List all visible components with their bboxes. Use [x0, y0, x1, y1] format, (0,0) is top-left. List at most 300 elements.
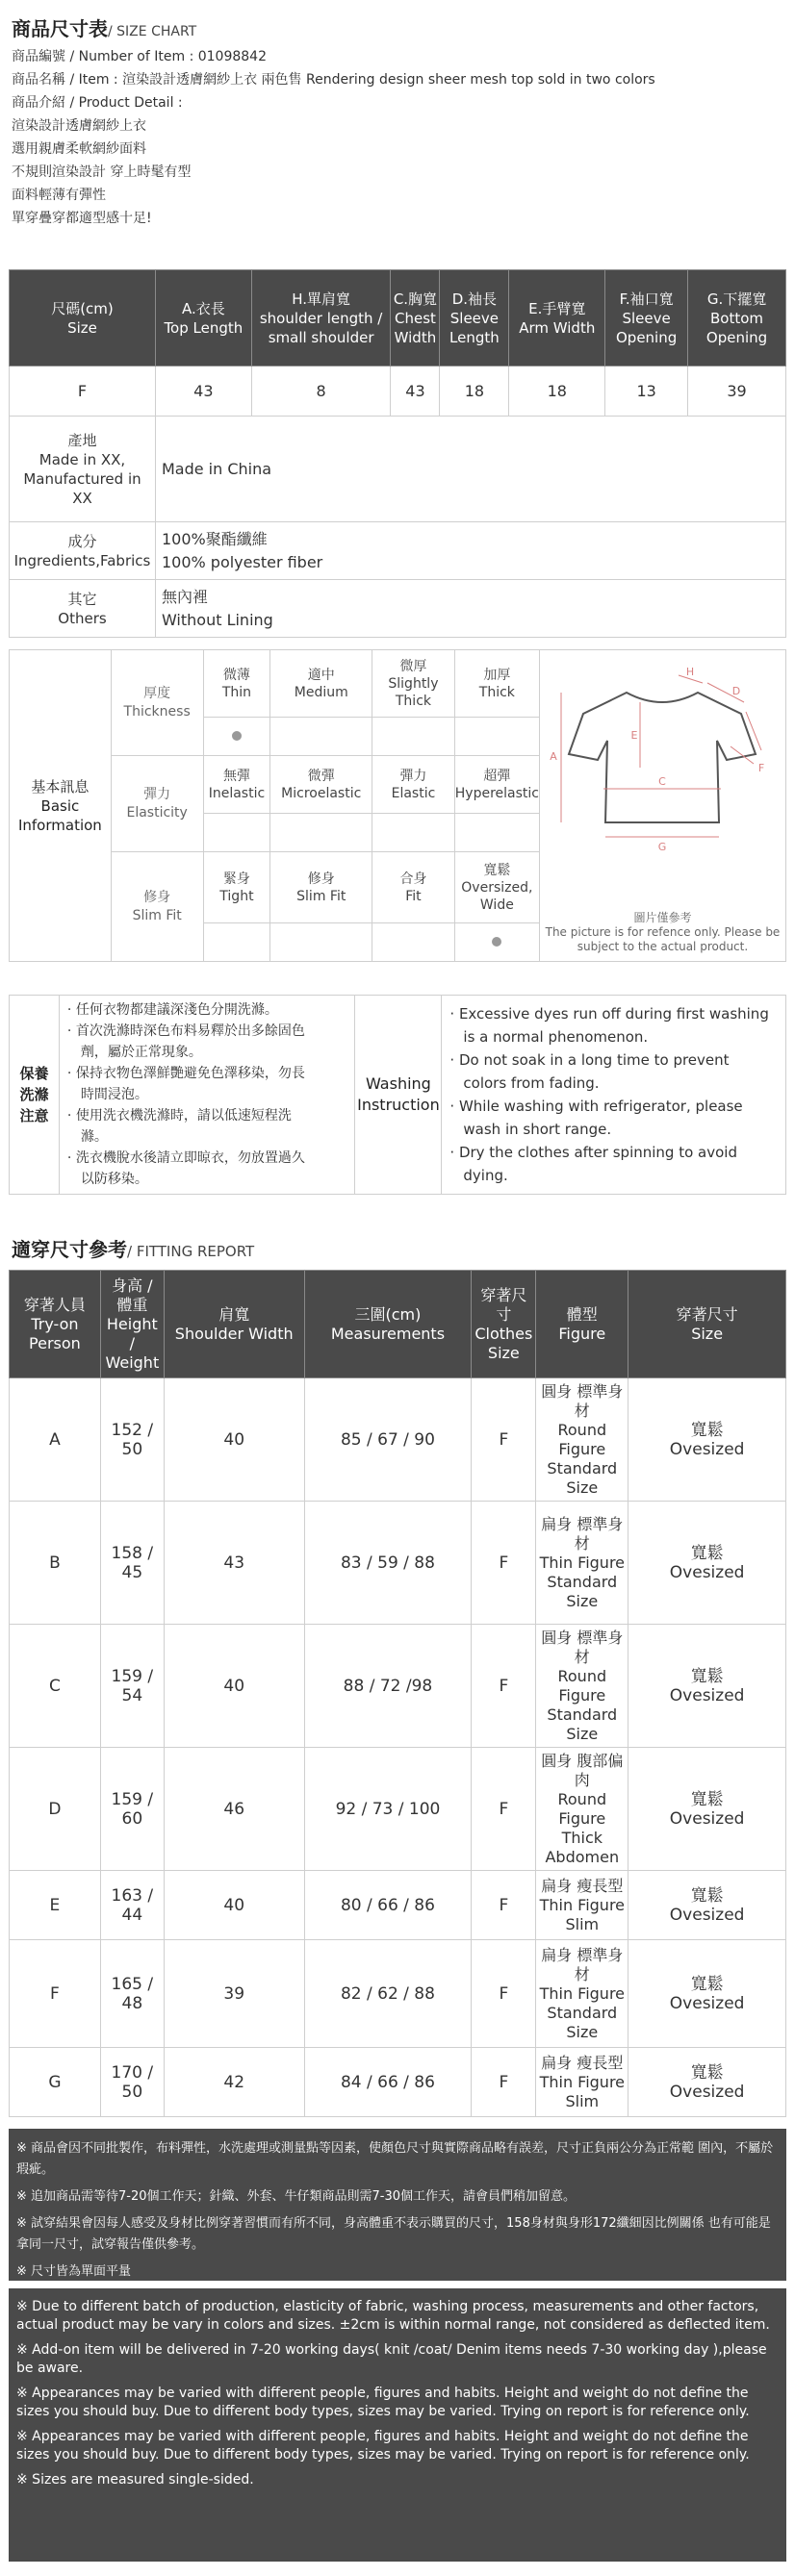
fabric-row: [10, 522, 786, 580]
text-line: 無彈: [222, 768, 250, 784]
text-line: 50: [121, 2082, 143, 2102]
size-column-header: [688, 270, 786, 366]
text-line: wash in short range.: [463, 1121, 612, 1138]
size-column-header: [155, 270, 251, 366]
fitting-cell-height-weight: [100, 1502, 164, 1625]
fitting-cell-height-weight: [100, 1625, 164, 1748]
fabric-value: [155, 522, 785, 580]
elasticity-mark: [454, 814, 539, 852]
item-name: 商品名稱 / Item : 渲染設計透膚網紗上衣 兩色售 Rendering design sheer mesh top sold in two colors: [12, 72, 655, 88]
text-line: · Excessive dyes run off during first washing: [449, 1005, 769, 1023]
fitting-cell-clothes-size: F: [472, 2048, 536, 2117]
fabric-label: [10, 522, 156, 580]
text-line: Basic: [40, 796, 80, 815]
text-line: Tight: [219, 888, 254, 904]
text-line: Chest: [394, 309, 436, 327]
text-line: Thin Figure: [539, 1983, 626, 2003]
fitting-cell-figure: [536, 1871, 628, 1940]
text-line: 60: [121, 1808, 143, 1829]
text-line: 肩寬: [218, 1304, 250, 1324]
text-line: Thick: [478, 684, 515, 700]
fit-option: [203, 852, 270, 923]
thickness-option: [270, 650, 372, 718]
text-line: Medium: [294, 684, 348, 700]
text-line: 尺碼(cm): [51, 299, 114, 317]
diagram-letter-g: G: [658, 841, 667, 853]
note-item-en: ※ Appearances may be varied with different people, figures and habits. Height and weight do not define the sizes you should buy. Due to different body types, sizes may be varied. Trying on report is for reference only.: [16, 2429, 750, 2462]
text-line: Bottom: [710, 309, 764, 327]
text-line: 注意: [19, 1107, 49, 1124]
text-line: Standard: [547, 2003, 618, 2022]
text-line: Ovesized: [669, 1439, 745, 1459]
size-cell: 18: [509, 366, 605, 417]
fitting-cell-clothes-size: F: [472, 1378, 536, 1502]
note-item-zh: ※ 商品會因不同批製作，布料彈性，水洗處理或測量點等因素，使顏色尺寸與實際商品略有誤差，尺寸正負兩公分為正常範 圍內，不屬於瑕疵。: [16, 2141, 774, 2177]
text-line: Instruction: [357, 1096, 440, 1114]
text-line: Hyperelastic: [454, 785, 539, 801]
fit-option: [372, 852, 455, 923]
text-line: Thin: [221, 684, 252, 700]
text-line: · 任何衣物都建議深淺色分開洗滌。: [66, 1002, 278, 1018]
text-line: 材: [574, 1647, 590, 1666]
text-line: Figure: [558, 1439, 606, 1458]
fitting-cell-shoulder-width: 46: [164, 1748, 304, 1871]
fitting-cell-shoulder-width: 39: [164, 1940, 304, 2048]
thickness-option: [454, 650, 539, 718]
elasticity-mark: [372, 814, 455, 852]
text-line: Ovesized: [669, 2082, 745, 2102]
text-line: Size: [566, 1477, 599, 1497]
size-chart-title: [12, 13, 782, 41]
note-item-zh: ※ 試穿結果會因每人感受及身材比例穿著習慣而有所不同，身高體重不表示購買的尺寸，158身材與身形172纖細因比例關係 也有可能是拿同一尺寸，試穿報告僅供參考。: [16, 2216, 771, 2252]
fitting-cell-wear-size: [628, 1748, 786, 1871]
text-line: 肉: [574, 1770, 590, 1789]
text-line: 材: [574, 1533, 590, 1553]
text-line: 寬鬆: [690, 1974, 724, 1994]
fit-option: [270, 852, 372, 923]
fitting-cell-figure: [536, 1625, 628, 1748]
washing-table: [9, 995, 786, 1195]
text-line: Standard: [547, 1572, 618, 1591]
fitting-cell-wear-size: [628, 1940, 786, 2048]
text-line: · Dry the clothes after spinning to avoid: [449, 1144, 737, 1161]
washing-instructions-en: [442, 996, 786, 1195]
text-line: 體重: [116, 1295, 148, 1314]
text-line: 緊身: [222, 871, 250, 887]
origin-label: [10, 417, 156, 522]
washing-item-zh: [67, 1063, 347, 1105]
table-row: [10, 1502, 786, 1625]
text-line: Slightly: [388, 675, 439, 692]
title-zh: 商品尺寸表: [12, 17, 108, 40]
text-line: F.袖口寬: [619, 290, 674, 308]
text-line: 三圍(cm): [354, 1304, 422, 1324]
fit-mark: [372, 923, 455, 962]
text-line: 身高 /: [112, 1275, 153, 1295]
washing-item-zh: [67, 1105, 347, 1148]
text-line: Slim: [565, 1914, 600, 1933]
text-line: 滌。: [80, 1129, 108, 1145]
size-cell: 18: [440, 366, 509, 417]
text-line: Size: [67, 318, 97, 337]
fitting-cell-measurements: 80 / 66 / 86: [304, 1871, 472, 1940]
text-line: 保養: [19, 1065, 49, 1082]
text-line: Try-on: [31, 1314, 79, 1333]
thickness-mark: [203, 718, 270, 756]
fitting-cell-person: F: [10, 1940, 101, 2048]
title-en: / SIZE CHART: [108, 24, 197, 39]
text-line: Thin Figure: [539, 2072, 626, 2091]
product-detail-label: 商品介紹 / Product Detail :: [12, 95, 183, 111]
size-table: [9, 269, 786, 638]
fitting-cell-measurements: 92 / 73 / 100: [304, 1748, 472, 1871]
text-line: Top Length: [164, 318, 244, 337]
text-line: Microelastic: [281, 785, 362, 801]
text-line: 微彈: [307, 768, 335, 784]
text-line: XX: [72, 489, 92, 507]
text-line: 扁身 瘦長型: [541, 2053, 624, 2072]
text-line: is a normal phenomenon.: [463, 1028, 649, 1046]
text-line: Manufactured in: [23, 469, 141, 488]
text-line: Sleeve: [622, 309, 671, 327]
diagram-letter-d: D: [732, 685, 741, 697]
text-line: Information: [17, 816, 102, 834]
table-row: [10, 2048, 786, 2117]
text-line: Standard: [547, 1705, 618, 1724]
text-line: shoulder length /: [259, 309, 383, 327]
text-line: Round: [557, 1789, 607, 1808]
fitting-cell-person: E: [10, 1871, 101, 1940]
text-line: 寬鬆: [690, 1420, 724, 1440]
text-line: /: [129, 1333, 136, 1352]
text-line: G.下擺寬: [706, 290, 767, 308]
text-line: Size: [566, 1591, 599, 1610]
text-line: 基本訊息: [31, 777, 90, 796]
text-line: The picture is for refence only. Please be: [545, 925, 781, 939]
product-detail-lines: [12, 114, 782, 230]
thickness-mark: [454, 718, 539, 756]
text-line: Thickness: [123, 703, 191, 720]
washing-item-zh: [67, 1021, 347, 1063]
fitting-table: [9, 1270, 786, 2117]
note-item-en: ※ Due to different batch of production, elasticity of fabric, washing process, measurements and other factors, actual product may be vary in colors and sizes. ±2cm is within normal range, not considered as deflected item.: [16, 2299, 770, 2333]
text-line: Abdomen: [545, 1847, 620, 1866]
text-line: 扁身 標準身: [541, 1945, 624, 1964]
text-line: 50: [121, 1439, 143, 1459]
text-line: Weight: [105, 1352, 160, 1372]
text-line: Fit: [405, 888, 422, 904]
fitting-cell-figure: [536, 1748, 628, 1871]
text-line: 寸: [496, 1304, 512, 1324]
text-line: Size: [566, 1724, 599, 1743]
fitting-cell-clothes-size: F: [472, 1502, 536, 1625]
fitting-cell-wear-size: [628, 1378, 786, 1502]
text-line: 寬鬆: [690, 1789, 724, 1809]
fitting-cell-height-weight: [100, 2048, 164, 2117]
fitting-cell-shoulder-width: 40: [164, 1625, 304, 1748]
text-line: Size: [566, 2022, 599, 2041]
text-line: dying.: [463, 1167, 508, 1184]
text-line: 170 /: [111, 2062, 154, 2083]
text-line: Ovesized: [669, 1562, 745, 1582]
other-value: [155, 580, 785, 638]
text-line: Wide: [479, 897, 514, 913]
elasticity-mark: [203, 814, 270, 852]
text-line: Length: [449, 328, 500, 346]
fitting-cell-clothes-size: F: [472, 1940, 536, 2048]
product-detail-line: 單穿疊穿都適型感十足!: [12, 211, 152, 226]
text-line: A.衣長: [181, 299, 225, 317]
size-cell: 39: [688, 366, 786, 417]
text-line: 寬鬆: [690, 2062, 724, 2083]
size-cell: 13: [605, 366, 688, 417]
fitting-cell-clothes-size: F: [472, 1871, 536, 1940]
fitting-cell-person: D: [10, 1748, 101, 1871]
text-line: Standard: [547, 1458, 618, 1477]
text-line: Width: [394, 328, 437, 346]
fitting-cell-shoulder-width: 43: [164, 1502, 304, 1625]
text-line: Ovesized: [669, 1685, 745, 1705]
text-line: Thin Figure: [539, 1553, 626, 1572]
elasticity-option: [203, 756, 270, 814]
fitting-cell-person: B: [10, 1502, 101, 1625]
fitting-cell-measurements: 82 / 62 / 88: [304, 1940, 472, 2048]
washing-item-zh: [67, 1148, 347, 1190]
text-line: 扁身 標準身: [541, 1514, 624, 1533]
fit-label: [111, 852, 203, 962]
size-cell: 43: [391, 366, 440, 417]
size-column-header: [509, 270, 605, 366]
fitting-cell-shoulder-width: 40: [164, 1871, 304, 1940]
fitting-column-header: [304, 1271, 472, 1378]
text-line: 體型: [566, 1304, 598, 1324]
fitting-cell-measurements: 84 / 66 / 86: [304, 2048, 472, 2117]
size-column-header: [10, 270, 156, 366]
text-line: Opening: [705, 328, 768, 346]
text-line: Slim Fit: [296, 888, 346, 904]
text-line: Ovesized: [669, 1993, 745, 2013]
text-line: 劑，屬於正常現象。: [80, 1045, 202, 1060]
fitting-title-en: / FITTING REPORT: [127, 1243, 255, 1260]
text-line: Ovesized: [669, 1808, 745, 1829]
elasticity-option: [372, 756, 455, 814]
fitting-column-header: [536, 1271, 628, 1378]
text-line: 寬鬆: [690, 1543, 724, 1563]
product-detail-line: 不規則渲染設計 穿上時髦有型: [12, 164, 192, 180]
text-line: Ingredients,Fabrics: [13, 551, 151, 569]
size-table-row: [10, 366, 786, 417]
size-column-header: [605, 270, 688, 366]
fitting-cell-wear-size: [628, 2048, 786, 2117]
basic-info-table: [9, 649, 786, 962]
notes-en: [9, 2288, 786, 2562]
text-line: 無內裡: [161, 587, 208, 606]
fitting-cell-measurements: 85 / 67 / 90: [304, 1378, 472, 1502]
product-detail-line: 選用親膚柔軟網紗面料: [12, 141, 146, 157]
table-row: [10, 1748, 786, 1871]
text-line: 彈力: [399, 768, 427, 784]
fit-mark: [203, 923, 270, 962]
fitting-column-header: [472, 1271, 536, 1378]
text-line: 159 /: [111, 1666, 154, 1686]
fitting-cell-measurements: 88 / 72 /98: [304, 1625, 472, 1748]
note-item-en: ※ Sizes are measured single-sided.: [16, 2472, 254, 2488]
text-line: Round: [557, 1420, 607, 1439]
text-line: 合身: [399, 871, 427, 887]
washing-label-en: [355, 996, 442, 1195]
text-line: 材: [574, 1964, 590, 1983]
size-column-header: [440, 270, 509, 366]
text-line: 圓身 標準身: [541, 1628, 624, 1647]
washing-item-en: [449, 1141, 778, 1187]
thickness-mark: [270, 718, 372, 756]
note-item-zh: ※ 追加商品需等待7-20個工作天；針織、外套、牛仔類商品則需7-30個工作天，請會員們稍加留意。: [16, 2189, 577, 2204]
diagram-letter-c: C: [658, 775, 667, 788]
diagram-letter-a: A: [550, 750, 558, 763]
washing-label-zh: [10, 996, 60, 1195]
size-cell: 43: [155, 366, 251, 417]
fitting-cell-clothes-size: F: [472, 1748, 536, 1871]
thickness-option: [372, 650, 455, 718]
fitting-cell-person: G: [10, 2048, 101, 2117]
fitting-column-header: [628, 1271, 786, 1378]
elasticity-option: [270, 756, 372, 814]
text-line: Figure: [558, 1324, 606, 1343]
fitting-cell-height-weight: [100, 1378, 164, 1502]
fitting-cell-figure: [536, 1940, 628, 2048]
text-line: 163 /: [111, 1885, 154, 1906]
text-line: · 洗衣機脫水後請立即晾衣，勿放置過久: [66, 1150, 305, 1166]
text-line: 洗滌: [19, 1086, 49, 1103]
text-line: Others: [58, 609, 107, 627]
fitting-cell-clothes-size: F: [472, 1625, 536, 1748]
text-line: 圖片僅參考: [633, 911, 692, 924]
text-line: 適中: [307, 667, 335, 683]
text-line: Round: [557, 1666, 607, 1685]
text-line: 成分: [67, 532, 97, 550]
washing-item-en: [449, 1002, 778, 1048]
text-line: Inelastic: [208, 785, 266, 801]
text-line: 54: [121, 1685, 143, 1705]
text-line: small shoulder: [268, 328, 374, 346]
washing-item-en: [449, 1095, 778, 1141]
text-line: 厚度: [143, 685, 171, 701]
text-line: 修身: [307, 871, 335, 887]
text-line: 時間浸泡。: [80, 1087, 148, 1102]
other-label: [10, 580, 156, 638]
fitting-table-header: [10, 1271, 786, 1378]
table-row: [10, 1378, 786, 1502]
text-line: 158 /: [111, 1543, 154, 1563]
washing-instructions-zh: [59, 996, 355, 1195]
thickness-label: [111, 650, 203, 756]
text-line: Made in XX,: [38, 450, 126, 468]
text-line: 穿著人員: [23, 1295, 86, 1314]
other-row: [10, 580, 786, 638]
note-item-en: ※ Appearances may be varied with different people, figures and habits. Height and weight do not define the sizes you should buy. Due to different body types, sizes may be varied. Trying on report is for reference only.: [16, 2386, 750, 2419]
elasticity-mark: [270, 814, 372, 852]
text-line: Thick: [561, 1828, 603, 1847]
elasticity-option: [454, 756, 539, 814]
fitting-cell-wear-size: [628, 1871, 786, 1940]
text-line: · 保持衣物色澤鮮艷避免色澤移染，勿長: [66, 1066, 305, 1081]
fitting-cell-height-weight: [100, 1748, 164, 1871]
thickness-mark: [372, 718, 455, 756]
text-line: · 使用洗衣機洗滌時，請以低速短程洗: [66, 1108, 292, 1124]
text-line: Thick: [395, 693, 431, 709]
text-line: · 首次洗滌時深色布料易釋於出多餘固色: [66, 1023, 305, 1039]
text-line: 其它: [67, 590, 97, 608]
diagram-letter-e: E: [631, 729, 638, 742]
text-line: 48: [121, 1993, 143, 2013]
text-line: Sleeve: [449, 309, 500, 327]
text-line: 微厚: [399, 658, 427, 674]
text-line: Figure: [558, 1808, 606, 1828]
text-line: 圓身 腹部偏: [541, 1751, 624, 1770]
size-column-header: [391, 270, 440, 366]
text-line: Clothes: [474, 1324, 533, 1343]
fitting-title-zh: 適穿尺寸參考: [12, 1238, 127, 1261]
product-detail-line: 面料輕薄有彈性: [12, 188, 106, 203]
text-line: E.手臂寬: [528, 299, 586, 317]
text-line: D.袖長: [451, 290, 498, 308]
fitting-column-header: [100, 1271, 164, 1378]
notes-zh: [9, 2129, 786, 2281]
table-row: [10, 1625, 786, 1748]
text-line: H.單肩寬: [292, 290, 350, 308]
selected-dot: [492, 937, 501, 947]
diagram-letter-h: H: [686, 666, 695, 678]
text-line: 扁身 瘦長型: [541, 1876, 624, 1895]
text-line: Slim Fit: [132, 907, 182, 923]
product-detail-line: 渲染設計透膚網紗上衣: [12, 118, 146, 134]
text-line: 159 /: [111, 1789, 154, 1809]
origin-value: Made in China: [155, 417, 785, 522]
fit-mark: [270, 923, 372, 962]
text-line: 寬鬆: [483, 862, 511, 878]
text-line: 加厚: [483, 667, 511, 683]
text-line: 產地: [67, 431, 97, 449]
fitting-cell-person: C: [10, 1625, 101, 1748]
fitting-report-header: [12, 1234, 254, 1262]
text-line: Figure: [558, 1685, 606, 1705]
text-line: 45: [121, 1562, 143, 1582]
text-line: 彈力: [143, 786, 171, 802]
text-line: 100%聚酯纖維: [161, 529, 268, 548]
note-item-zh: ※ 尺寸皆為單面平量: [16, 2264, 132, 2279]
fitting-cell-height-weight: [100, 1871, 164, 1940]
text-line: Slim: [565, 2091, 600, 2110]
size-column-header: [251, 270, 391, 366]
text-line: colors from fading.: [463, 1074, 600, 1092]
text-line: Elastic: [391, 785, 436, 801]
text-line: 165 /: [111, 1974, 154, 1994]
fitting-cell-shoulder-width: 42: [164, 2048, 304, 2117]
text-line: subject to the actual product.: [577, 940, 749, 953]
fitting-cell-person: A: [10, 1378, 101, 1502]
text-line: Size: [487, 1343, 520, 1362]
text-line: 100% polyester fiber: [161, 552, 323, 571]
text-line: Person: [29, 1333, 81, 1352]
text-line: Elasticity: [126, 804, 188, 821]
text-line: 材: [574, 1401, 590, 1420]
text-line: Washing: [366, 1074, 431, 1093]
fit-option: [454, 852, 539, 923]
text-line: Ovesized: [669, 1905, 745, 1925]
size-cell: F: [10, 366, 156, 417]
table-row: [10, 1871, 786, 1940]
text-line: C.胸寬: [393, 290, 438, 308]
